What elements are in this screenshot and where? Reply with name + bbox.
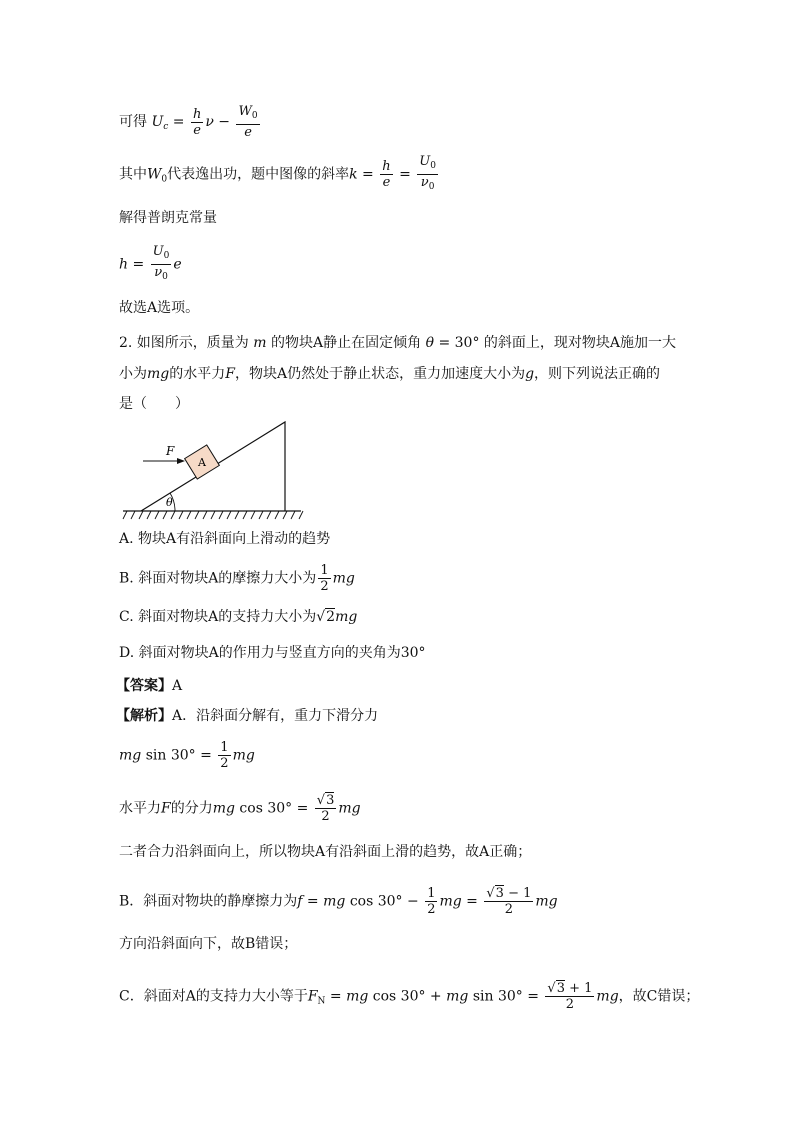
question-2-line2: 小为mg的水平力F，物块A仍然处于静止状态，重力加速度大小为g，则下列说法正确的: [119, 366, 661, 382]
analysis-line-c: C．斜面对A的支持力大小等于$F_N$ = mg cos 30° + mg sin 30° = $\frac{√3 + 1}{2}$ mg，故C错误；: [119, 981, 700, 1012]
formula-gravity-component: mg sin 30° = $\frac{1}{2}$ mg: [119, 740, 255, 771]
force-label: F: [166, 444, 175, 458]
block-a: [185, 445, 220, 479]
horizontal-component: 水平力F的分力mg cos 30° = $\frac{√3}{2}$ mg: [119, 793, 361, 824]
block-label: A: [198, 456, 206, 469]
question-2-line1: 2. 如图所示，质量为 m 的物块A静止在固定倾角 θ = 30° 的斜面上，现对物块A施加一大: [119, 335, 677, 351]
choose-a: 故选A选项。: [119, 300, 200, 316]
option-d: D. 斜面对物块A的作用力与竖直方向的夹角为30°: [119, 645, 426, 661]
arrow-head: [177, 458, 185, 464]
option-b: B. 斜面对物块A的摩擦力大小为 $\frac{1}{2}$ mg: [119, 563, 355, 594]
conclusion-a: 二者合力沿斜面向上，所以物块A有沿斜面上滑的趋势，故A正确；: [119, 844, 532, 860]
slope-line: 其中$W_0$代表逸出功，题中图像的斜率k = $\frac{h}{e}$ = $\frac{U_0}{\nu_0}$: [119, 154, 436, 192]
question-2-line3: 是（ ）: [119, 396, 189, 412]
analysis-line-a: 【解析】A．沿斜面分解有，重力下滑分力: [116, 708, 379, 724]
incline-diagram: [119, 418, 309, 522]
solve-planck: 解得普朗克常量: [119, 210, 217, 226]
analysis-line-b: B．斜面对物块的静摩擦力为f = mg cos 30° − $\frac{1}{2}$ mg = $\frac{√3 - 1}{2}$ mg: [119, 886, 558, 917]
formula-uc: 可得 $U_c$ = $\frac{h}{e}$ ν − $\frac{W_0}{e}$: [119, 104, 258, 140]
option-a: A. 物块A有沿斜面向上滑动的趋势: [119, 531, 331, 547]
angle-label: θ: [166, 496, 173, 509]
direction-b: 方向沿斜面向下，故B错误；: [119, 936, 298, 952]
option-c: C. 斜面对物块A的支持力大小为√2mg: [119, 609, 358, 625]
formula-h: h = $\frac{U_0}{\nu_0}$ e: [119, 244, 182, 282]
answer-line: 【答案】A: [116, 678, 183, 694]
